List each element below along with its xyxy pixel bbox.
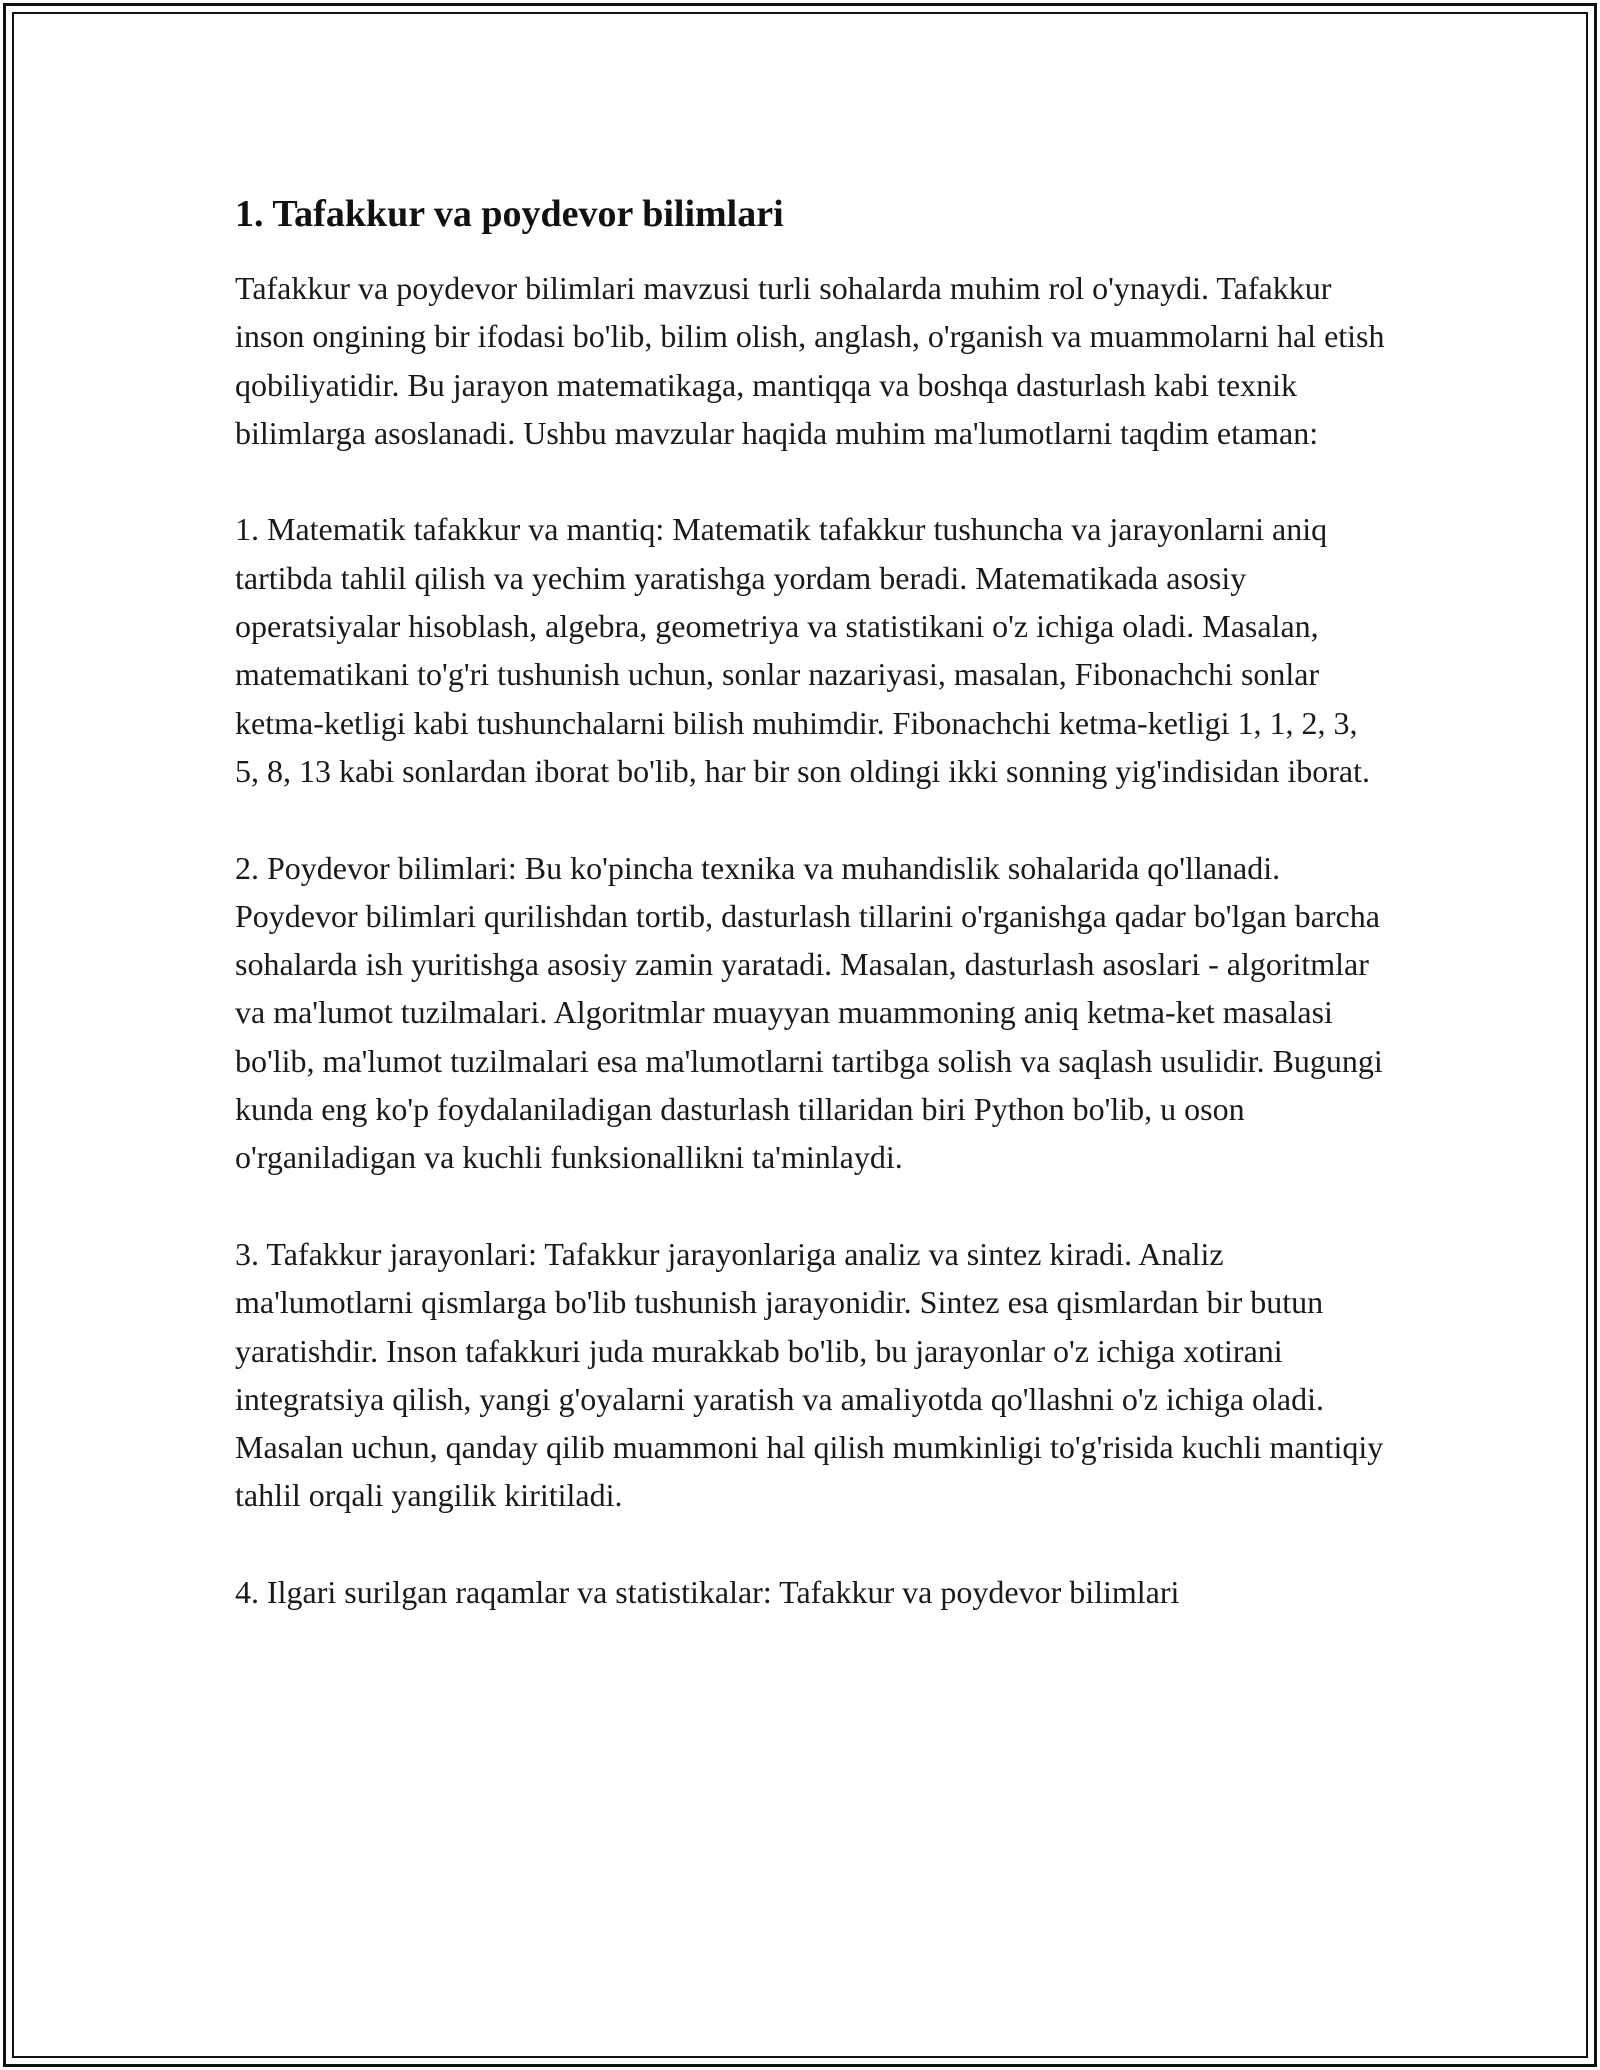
section-heading: 1. Tafakkur va poydevor bilimlari [235, 193, 784, 235]
paragraph-thinking-processes: 3. Tafakkur jarayonlari: Tafakkur jarayonlariga analiz va sintez kiradi. Analiz ma'lumotlarni qismlarga bo'lib tushunish jarayonidir. Sintez esa qismlardan bir butun yaratishdir. Inson tafakkuri juda murakkab bo'lib, bu jarayonlar o'z ichiga xotirani integratsiya qilish, yangi g'oyalarni yaratish va amaliyotda qo'llashni o'z ichiga oladi. Masalan uchun, qanday qilib muammoni hal qilish mumkinligi to'g'risida kuchli mantiqiy tahlil orqali yangilik kiritiladi. [235, 1235, 1384, 1514]
intro-paragraph: Tafakkur va poydevor bilimlari mavzusi turli sohalarda muhim rol o'ynaydi. Tafakkur inson ongining bir ifodasi bo'lib, bilim olish, anglash, o'rganish va muammolarni hal etish qobiliyatidir. Bu jarayon matematikaga, mantiqqa va boshqa dasturlash kabi texnik bilimlarga asoslanadi. Ushbu mavzular haqida muhim ma'lumotlarni taqdim etaman: [235, 270, 1385, 451]
paragraph-numbers-statistics: 4. Ilgari surilgan raqamlar va statistikalar: Tafakkur va poydevor bilimlari [235, 1574, 1180, 1611]
paragraph-math-thinking: 1. Matematik tafakkur va mantiq: Matematik tafakkur tushuncha va jarayonlarni aniq tartibda tahlil qilish va yechim yaratishga yordam beradi. Matematikada asosiy operatsiyalar hisoblash, algebra, geometriya va statistikani o'z ichiga oladi. Masalan, matematikani to'g'ri tushunish uchun, sonlar nazariyasi, masalan, Fibonachchi sonlar ketma-ketligi kabi tushunchalarni bilish muhimdir. Fibonachchi ketma-ketligi 1, 1, 2, 3, 5, 8, 13 kabi sonlardan iborat bo'lib, har bir son oldingi ikki sonning yig'indisidan iborat. [235, 511, 1370, 789]
paragraph-foundation-knowledge: 2. Poydevor bilimlari: Bu ko'pincha texnika va muhandislik sohalarida qo'llanadi. Poydevor bilimlari qurilishdan tortib, dasturlash tillarini o'rganishga qadar bo'lgan barcha sohalarda ish yuritishga asosiy zamin yaratadi. Masalan, dasturlash asoslari - algoritmlar va ma'lumot tuzilmalari. Algoritmlar muayyan muammoning aniq ketma-ket masalasi bo'lib, ma'lumot tuzilmalari esa ma'lumotlarni tartibga solish va saqlash usulidir. Bugungi kunda eng ko'p foydalaniladigan dasturlash tillaridan biri Python bo'lib, u oson o'rganiladigan va kuchli funksionallikni ta'minlaydi. [235, 849, 1383, 1176]
document-body [235, 190, 1385, 1665]
